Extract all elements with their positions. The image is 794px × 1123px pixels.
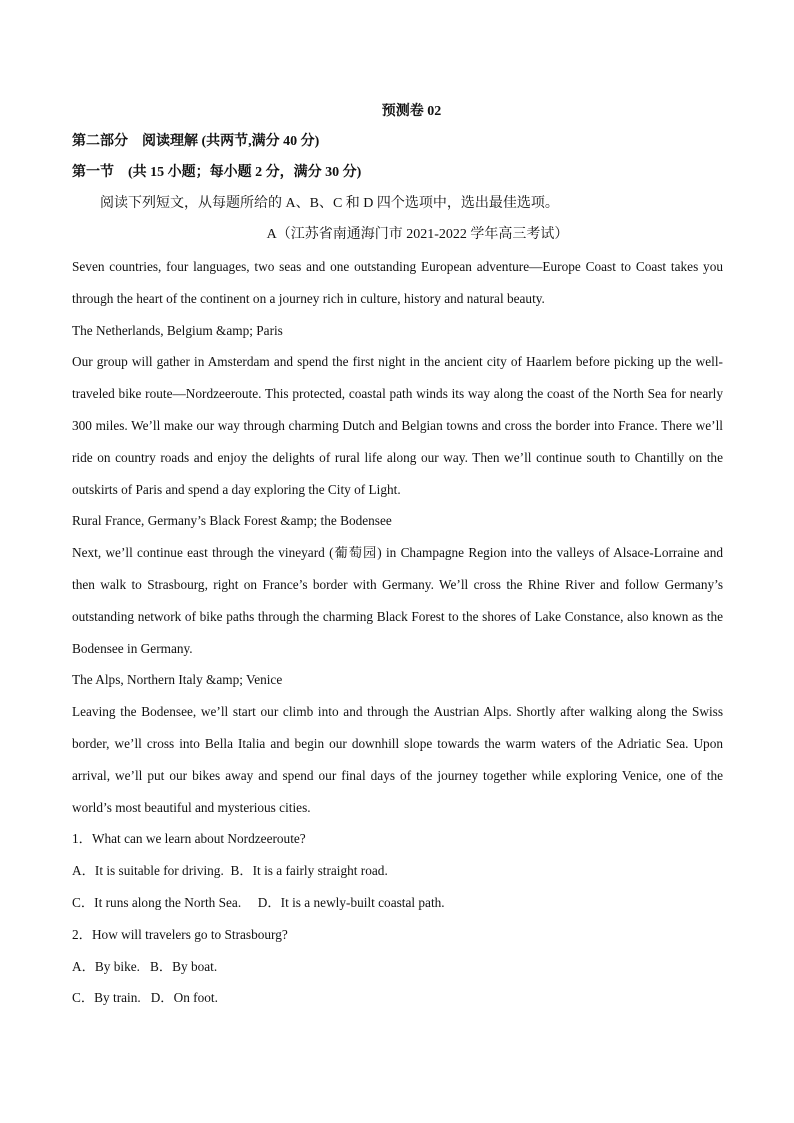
instruction-text: 阅读下列短文，从每题所给的 A、B、C 和 D 四个选项中，选出最佳选项。 [100, 196, 559, 211]
option-2a[interactable]: A．By bike. [72, 958, 140, 974]
section-heading: 第一节 (共 15 小题；每小题 2 分，满分 30 分) [72, 165, 362, 180]
exam-page [72, 98, 723, 1014]
option-2d[interactable]: D．On foot. [150, 990, 218, 1006]
part-heading: 第二部分 阅读理解 (共两节,满分 40 分) [72, 134, 320, 149]
section-text-netherlands: Our group will gather in Amsterdam and spend the first night in the ancient city of Haarlem before picking up the well-traveled bike route—Nordzeeroute. This protected, coastal path winds its way along the coast of the North Sea for nearly 300 miles. We’ll make our way through charming Dutch and Belgian towns and cross the border into France. There we’ll ride on country roads and enjoy the delights of rural life along our way. Then we’ll continue south to Chantilly on the outskirts of Paris and spend a day exploring the City of Light. [72, 354, 723, 497]
option-1d[interactable]: D．It is a newly-built coastal path. [257, 894, 445, 910]
option-row [72, 887, 723, 919]
option-row [72, 951, 723, 983]
option-1a[interactable]: A．It is suitable for driving. [72, 863, 224, 879]
question-1 [72, 823, 723, 918]
option-1c[interactable]: C．It runs along the North Sea. [72, 894, 242, 910]
option-row [72, 855, 723, 887]
option-2b[interactable]: B．By boat. [149, 958, 218, 974]
question-stem: 1．What can we learn about Nordzeeroute? [72, 831, 306, 847]
passage-source: A（江苏省南通海门市 2021-2022 学年高三考试） [266, 227, 569, 242]
section-label-rural-france: Rural France, Germany’s Black Forest &amp; the Bodensee [72, 513, 392, 529]
option-1b[interactable]: B．It is a fairly straight road. [230, 863, 388, 879]
section-text-alps: Leaving the Bodensee, we’ll start our climb into and through the Austrian Alps. Shortly after walking along the Swiss border, we’ll cross into Bella Italia and begin our downhill slope towards the warm waters of the Adriatic Sea. Upon arrival, we’ll put our bikes away and spend our final days of the journey together while exploring Venice, one of the world’s most beautiful and mysterious cities. [72, 704, 723, 815]
section-label-alps: The Alps, Northern Italy &amp; Venice [72, 672, 283, 688]
page-title: 预测卷 02 [381, 104, 442, 119]
option-2c[interactable]: C．By train. [72, 990, 141, 1006]
option-row [72, 982, 723, 1014]
passage-intro: Seven countries, four languages, two seas and one outstanding European adventure—Europe Coast to Coast takes you through the heart of the continent on a journey rich in culture, history and natural beauty. [72, 259, 723, 306]
question-2 [72, 919, 723, 1014]
section-text-rural-france: Next, we’ll continue east through the vineyard (葡萄园) in Champagne Region into the valleys of Alsace-Lorraine and then walk to Strasbourg, right on France’s border with Germany. We’ll cross the Rhine River and follow Germany’s outstanding network of bike paths through the charming Black Forest to the shores of Lake Constance, also known as the Bodensee in Germany. [72, 545, 723, 656]
question-stem: 2．How will travelers go to Strasbourg? [72, 926, 288, 942]
section-label-netherlands: The Netherlands, Belgium &amp; Paris [72, 322, 283, 338]
